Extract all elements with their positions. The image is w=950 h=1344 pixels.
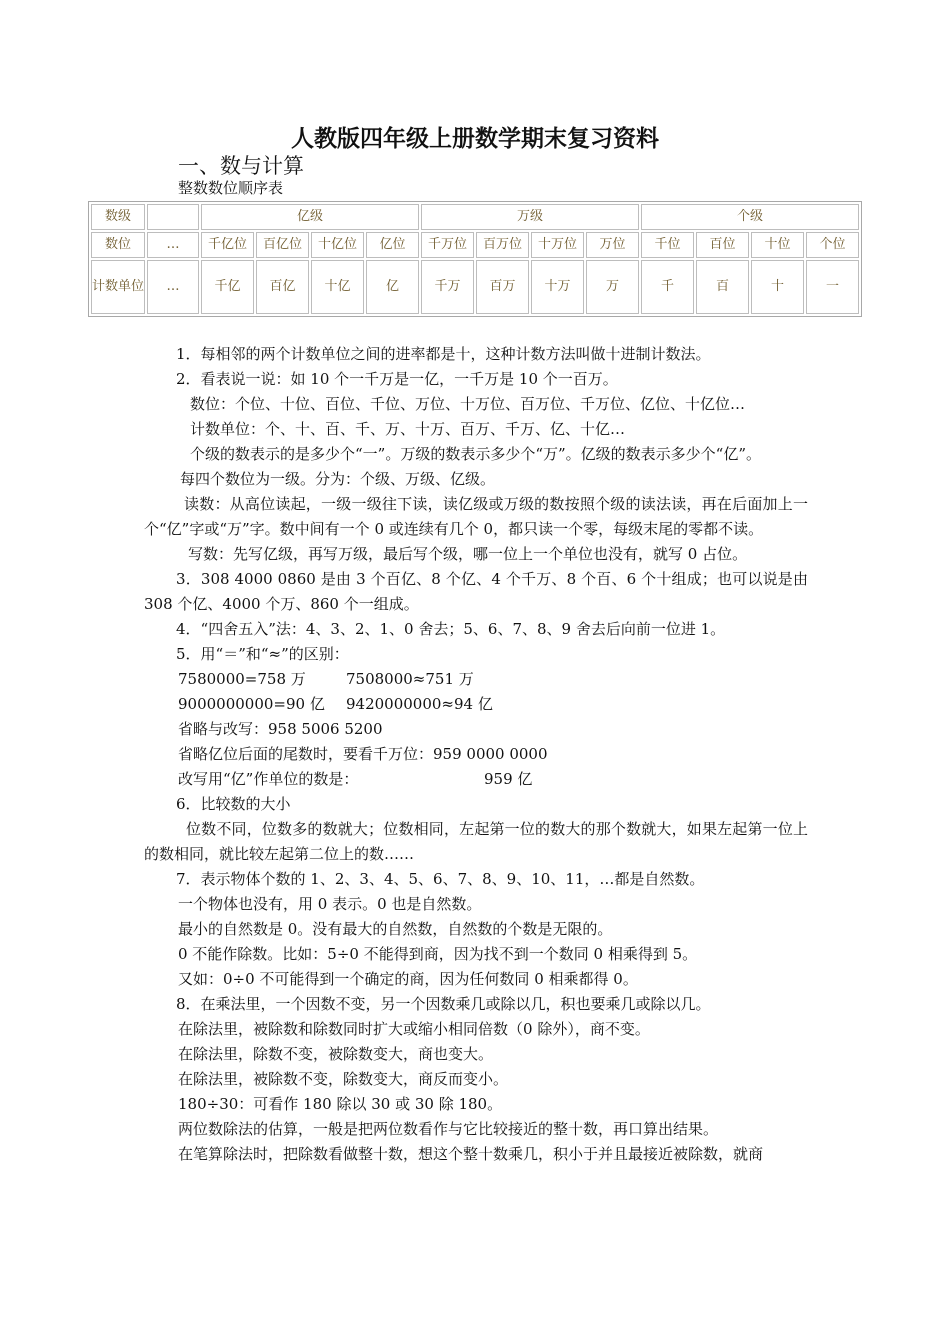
section-heading: 一、数与计算 bbox=[178, 154, 304, 178]
paragraph: 在笔算除法时，把除数看做整十数，想这个整十数乘几，积小于并且最接近被除数，就商 bbox=[178, 1145, 764, 1163]
paragraph: 180÷30：可看作 180 除以 30 或 30 除 180。 bbox=[178, 1095, 503, 1113]
table-cell: 亿 bbox=[366, 260, 419, 314]
table-cell: … bbox=[147, 232, 199, 258]
paragraph-text: 改写用“亿”作单位的数是： bbox=[178, 770, 359, 788]
paragraph: 1．每相邻的两个计数单位之间的进率都是十，这种计数方法叫做十进制计数法。 bbox=[176, 345, 711, 363]
table-cell: 百亿 bbox=[256, 260, 309, 314]
paragraph: 位数不同，位数多的数就大；位数相同，左起第一位的数大的那个数就大，如果左起第一位上的数相同，就比较左起第二位上的数…… bbox=[144, 820, 808, 863]
table-cell: 百 bbox=[696, 260, 749, 314]
table-cell: 个级 bbox=[641, 204, 859, 230]
table-cell: 计数单位 bbox=[91, 260, 145, 314]
paragraph: 读数：从高位读起，一级一级往下读，读亿级或万级的数按照个级的读法读，再在后面加上一个“亿”字或“万”字。数中间有一个 0 或连续有几个 0，都只读一个零，每级末尾的零都不读。 bbox=[144, 495, 808, 538]
paragraph: 个级的数表示的是多少个“一”。万级的数表示多少个“万”。亿级的数表示多少个“亿”。 bbox=[190, 445, 762, 463]
paragraph: 在除法里，除数不变，被除数变大，商也变大。 bbox=[178, 1045, 494, 1063]
paragraph: 写数：先写亿级，再写万级，最后写个级，哪一位上一个单位也没有，就写 0 占位。 bbox=[188, 545, 748, 563]
paragraph: 6．比较数的大小 bbox=[176, 795, 291, 813]
equation-row bbox=[144, 667, 808, 692]
table-cell: 亿级 bbox=[201, 204, 419, 230]
table-cell: 千位 bbox=[641, 232, 694, 258]
table-cell: 十亿 bbox=[311, 260, 364, 314]
equation-text: 9420000000≈94 亿 bbox=[346, 695, 493, 713]
table-cell: 十万位 bbox=[531, 232, 584, 258]
place-value-table bbox=[88, 201, 862, 317]
paragraph: 省略亿位后面的尾数时，要看千万位：959 0000 0000 bbox=[178, 745, 548, 763]
equation-text: 9000000000=90 亿 bbox=[178, 695, 325, 713]
paragraph: 5．用“＝”和“≈”的区别： bbox=[176, 645, 349, 663]
paragraph: 0 不能作除数。比如：5÷0 不能得到商，因为找不到一个数同 0 相乘得到 5。 bbox=[178, 945, 698, 963]
table-cell: 千万位 bbox=[421, 232, 474, 258]
table-cell: 百亿位 bbox=[256, 232, 309, 258]
table-cell: 百位 bbox=[696, 232, 749, 258]
paragraph: 4．“四舍五入”法：4、3、2、1、0 舍去；5、6、7、8、9 舍去后向前一位进 1。 bbox=[176, 620, 726, 638]
paragraph: 在除法里，被除数不变，除数变大，商反而变小。 bbox=[178, 1070, 509, 1088]
table-cell: 十位 bbox=[751, 232, 804, 258]
table-cell: 千万 bbox=[421, 260, 474, 314]
equation-row bbox=[144, 692, 808, 717]
paragraph: 最小的自然数是 0。没有最大的自然数，自然数的个数是无限的。 bbox=[178, 920, 613, 938]
paragraph: 两位数除法的估算，一般是把两位数看作与它比较接近的整十数，再口算出结果。 bbox=[178, 1120, 719, 1138]
paragraph: 每四个数位为一级。分为：个级、万级、亿级。 bbox=[180, 470, 496, 488]
paragraph: 3．308 4000 0860 是由 3 个百亿、8 个亿、4 个千万、8 个百、6 个十组成；也可以说是由 308 个亿、4000 个万、860 个一组成。 bbox=[144, 570, 808, 613]
table-row-levels bbox=[91, 204, 859, 230]
paragraph: 2．看表说一说：如 10 个一千万是一亿，一千万是 10 个一百万。 bbox=[176, 370, 618, 388]
table-cell: 万级 bbox=[421, 204, 639, 230]
paragraph: 一个物体也没有，用 0 表示。0 也是自然数。 bbox=[178, 895, 482, 913]
table-cell: 个位 bbox=[806, 232, 859, 258]
document-body bbox=[144, 342, 808, 1167]
table-cell: 数位 bbox=[91, 232, 145, 258]
table-cell: 百万 bbox=[476, 260, 529, 314]
table-cell: 数级 bbox=[91, 204, 145, 230]
table-caption: 整数数位顺序表 bbox=[178, 179, 284, 197]
table-cell: 千亿 bbox=[201, 260, 254, 314]
table-cell: … bbox=[147, 260, 199, 314]
table-cell: 百万位 bbox=[476, 232, 529, 258]
table-cell: 十 bbox=[751, 260, 804, 314]
table-cell: 十万 bbox=[531, 260, 584, 314]
document-title: 人教版四年级上册数学期末复习资料 bbox=[291, 125, 659, 152]
table-cell: 万位 bbox=[586, 232, 639, 258]
equation-text: 7508000≈751 万 bbox=[346, 670, 474, 688]
table-row-places bbox=[91, 232, 859, 258]
equation-row bbox=[144, 767, 808, 792]
table-cell: 千 bbox=[641, 260, 694, 314]
paragraph: 又如：0÷0 不可能得到一个确定的商，因为任何数同 0 相乘都得 0。 bbox=[178, 970, 638, 988]
table-cell bbox=[147, 204, 199, 230]
table-cell: 亿位 bbox=[366, 232, 419, 258]
table-cell: 万 bbox=[586, 260, 639, 314]
table-row-units bbox=[91, 260, 859, 314]
table-cell: 十亿位 bbox=[311, 232, 364, 258]
table-cell: 千亿位 bbox=[201, 232, 254, 258]
paragraph: 数位：个位、十位、百位、千位、万位、十万位、百万位、千万位、亿位、十亿位… bbox=[190, 395, 746, 413]
table-cell: 一 bbox=[806, 260, 859, 314]
paragraph: 计数单位：个、十、百、千、万、十万、百万、千万、亿、十亿… bbox=[190, 420, 626, 438]
paragraph: 8．在乘法里，一个因数不变，另一个因数乘几或除以几，积也要乘几或除以几。 bbox=[176, 995, 711, 1013]
paragraph: 省略与改写：958 5006 5200 bbox=[178, 720, 383, 738]
paragraph-text: 959 亿 bbox=[484, 770, 533, 788]
paragraph: 在除法里，被除数和除数同时扩大或缩小相同倍数（0 除外），商不变。 bbox=[178, 1020, 650, 1038]
equation-text: 7580000=758 万 bbox=[178, 670, 306, 688]
paragraph: 7．表示物体个数的 1、2、3、4、5、6、7、8、9、10、11，…都是自然数。 bbox=[176, 870, 705, 888]
